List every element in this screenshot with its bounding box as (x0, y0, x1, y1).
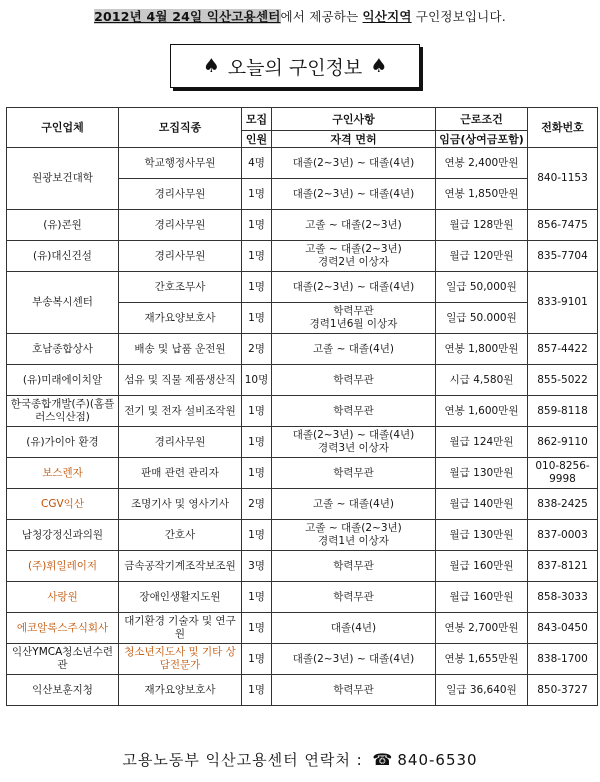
wage-cell: 월급 160만원 (436, 551, 528, 582)
phone-cell: 858-3033 (528, 582, 598, 613)
job-cell: 학교행정사무원 (119, 148, 242, 179)
count-cell: 1명 (242, 427, 272, 458)
job-cell: 간호조무사 (119, 272, 242, 303)
table-row (7, 365, 598, 396)
wage-cell: 월급 160만원 (436, 582, 528, 613)
footer-text: 고용노동부 익산고용센터 연락처 : (122, 751, 369, 769)
count-cell: 1명 (242, 582, 272, 613)
job-cell: 경리사무원 (119, 427, 242, 458)
phone-cell: 856-7475 (528, 210, 598, 241)
company-cell: 남청강정신과의원 (7, 520, 119, 551)
table-row (7, 489, 598, 520)
table-row (7, 148, 598, 179)
company-cell: 보스렌자 (7, 458, 119, 489)
req-cell: 대졸(2~3년) ~ 대졸(4년) (272, 179, 436, 210)
wage-cell: 일급 50,000원 (436, 272, 528, 303)
table-row (7, 272, 598, 303)
count-cell: 1명 (242, 675, 272, 706)
header-company: 구인업체 (7, 108, 119, 148)
table-row (7, 241, 598, 272)
wage-cell: 연봉 1,850만원 (436, 179, 528, 210)
header-req-top: 구인사항 (272, 108, 436, 131)
company-cell: (유)가이아 환경 (7, 427, 119, 458)
job-cell: 전기 및 전자 설비조작원 (119, 396, 242, 427)
req-cell: 대졸(2~3년) ~ 대졸(4년) (272, 148, 436, 179)
table-row (7, 334, 598, 365)
job-cell: 금속공작기계조작보조원 (119, 551, 242, 582)
req-cell: 고졸 ~ 대졸(4년) (272, 489, 436, 520)
phone-cell: 843-0450 (528, 613, 598, 644)
count-cell: 4명 (242, 148, 272, 179)
table-row (7, 582, 598, 613)
count-cell: 1명 (242, 520, 272, 551)
table-row (7, 520, 598, 551)
table-row (7, 210, 598, 241)
count-cell: 1명 (242, 179, 272, 210)
table-row (7, 427, 598, 458)
job-cell: 대기환경 기술자 및 연구원 (119, 613, 242, 644)
company-cell: 부송복시센터 (7, 272, 119, 334)
table-row (7, 675, 598, 706)
phone-cell: 835-7704 (528, 241, 598, 272)
company-cell: (주)휘일레이저 (7, 551, 119, 582)
notice-date: 2012년 4월 24일 익산고용센터 (94, 9, 281, 24)
spade-icon: ♠ (370, 55, 388, 77)
req-cell: 대졸(2~3년) ~ 대졸(4년) (272, 272, 436, 303)
wage-cell: 연봉 1,800만원 (436, 334, 528, 365)
company-cell: 호남종합상사 (7, 334, 119, 365)
company-cell: 에코알록스주식회사 (7, 613, 119, 644)
header-cond-top: 근로조건 (436, 108, 528, 131)
notice-tail: 구인정보입니다. (411, 9, 506, 24)
wage-cell: 일급 36,640원 (436, 675, 528, 706)
header-count-bottom: 인원 (242, 131, 272, 148)
phone-cell: 857-4422 (528, 334, 598, 365)
count-cell: 2명 (242, 334, 272, 365)
req-cell: 고졸 ~ 대졸(2~3년) 경력2년 이상자 (272, 241, 436, 272)
spade-icon: ♠ (202, 55, 220, 77)
table-row (7, 551, 598, 582)
company-cell: 한국종합개발(주)(홈플러스익산점) (7, 396, 119, 427)
job-cell: 경리사무원 (119, 241, 242, 272)
job-cell: 간호사 (119, 520, 242, 551)
table-row (7, 644, 598, 675)
header-phone: 전화번호 (528, 108, 598, 148)
job-cell: 섬유 및 직물 제품생산직 (119, 365, 242, 396)
footer-contact (0, 749, 600, 770)
wage-cell: 월급 140만원 (436, 489, 528, 520)
company-cell: (유)대신건설 (7, 241, 119, 272)
job-table (6, 107, 598, 706)
notice-line (0, 7, 600, 25)
page-title-text: 오늘의 구인정보 (227, 56, 363, 79)
header-job: 모집직종 (119, 108, 242, 148)
phone-icon: ☎ (372, 750, 394, 769)
count-cell: 1명 (242, 396, 272, 427)
wage-cell: 연봉 2,700만원 (436, 613, 528, 644)
wage-cell: 월급 128만원 (436, 210, 528, 241)
job-cell: 배송 및 납품 운전원 (119, 334, 242, 365)
count-cell: 1명 (242, 303, 272, 334)
req-cell: 학력무관 (272, 675, 436, 706)
job-cell: 장애인생활지도원 (119, 582, 242, 613)
wage-cell: 월급 130만원 (436, 520, 528, 551)
phone-cell: 838-1700 (528, 644, 598, 675)
req-cell: 학력무관 (272, 582, 436, 613)
company-cell: CGV익산 (7, 489, 119, 520)
count-cell: 1명 (242, 272, 272, 303)
header-count-top: 모집 (242, 108, 272, 131)
job-cell: 판매 관련 관리자 (119, 458, 242, 489)
phone-cell: 850-3727 (528, 675, 598, 706)
company-cell: (유)콘원 (7, 210, 119, 241)
table-row (7, 458, 598, 489)
company-cell: 사랑원 (7, 582, 119, 613)
table-row (7, 396, 598, 427)
wage-cell: 연봉 1,655만원 (436, 644, 528, 675)
company-cell: 익산YMCA청소년수련관 (7, 644, 119, 675)
company-cell: (유)미래에이치알 (7, 365, 119, 396)
wage-cell: 연봉 2,400만원 (436, 148, 528, 179)
count-cell: 1명 (242, 613, 272, 644)
header-cond-bottom: 임금(상여금포함) (436, 131, 528, 148)
notice-mid: 에서 제공하는 (280, 9, 363, 24)
wage-cell: 연봉 1,600만원 (436, 396, 528, 427)
wage-cell: 월급 124만원 (436, 427, 528, 458)
footer-phone: 840-6530 (397, 751, 478, 769)
count-cell: 10명 (242, 365, 272, 396)
req-cell: 학력무관 경력1년6월 이상자 (272, 303, 436, 334)
company-cell: 익산보훈지청 (7, 675, 119, 706)
req-cell: 고졸 ~ 대졸(2~3년) 경력1년 이상자 (272, 520, 436, 551)
req-cell: 대졸(4년) (272, 613, 436, 644)
phone-cell: 833-9101 (528, 272, 598, 334)
wage-cell: 시급 4,580원 (436, 365, 528, 396)
phone-cell: 838-2425 (528, 489, 598, 520)
count-cell: 1명 (242, 458, 272, 489)
phone-cell: 855-5022 (528, 365, 598, 396)
req-cell: 고졸 ~ 대졸(2~3년) (272, 210, 436, 241)
wage-cell: 월급 120만원 (436, 241, 528, 272)
table-row (7, 613, 598, 644)
phone-cell: 837-0003 (528, 520, 598, 551)
phone-cell: 862-9110 (528, 427, 598, 458)
page-title (170, 44, 420, 88)
req-cell: 학력무관 (272, 551, 436, 582)
job-cell: 경리사무원 (119, 210, 242, 241)
company-cell: 원광보건대학 (7, 148, 119, 210)
phone-cell: 837-8121 (528, 551, 598, 582)
job-cell: 재가요양보호사 (119, 303, 242, 334)
job-cell: 조명기사 및 영사기사 (119, 489, 242, 520)
req-cell: 대졸(2~3년) ~ 대졸(4년) (272, 644, 436, 675)
notice-region: 익산지역 (362, 9, 412, 24)
phone-cell: 010-8256-9998 (528, 458, 598, 489)
count-cell: 1명 (242, 210, 272, 241)
phone-cell: 859-8118 (528, 396, 598, 427)
count-cell: 3명 (242, 551, 272, 582)
count-cell: 1명 (242, 644, 272, 675)
req-cell: 학력무관 (272, 458, 436, 489)
req-cell: 대졸(2~3년) ~ 대졸(4년) 경력3년 이상자 (272, 427, 436, 458)
wage-cell: 월급 130만원 (436, 458, 528, 489)
phone-cell: 840-1153 (528, 148, 598, 210)
req-cell: 학력무관 (272, 365, 436, 396)
req-cell: 학력무관 (272, 396, 436, 427)
count-cell: 1명 (242, 241, 272, 272)
req-cell: 고졸 ~ 대졸(4년) (272, 334, 436, 365)
job-cell: 청소년지도사 및 기타 상담전문가 (119, 644, 242, 675)
job-cell: 재가요양보호사 (119, 675, 242, 706)
job-cell: 경리사무원 (119, 179, 242, 210)
count-cell: 2명 (242, 489, 272, 520)
header-req-bottom: 자격 면허 (272, 131, 436, 148)
wage-cell: 일급 50.000원 (436, 303, 528, 334)
